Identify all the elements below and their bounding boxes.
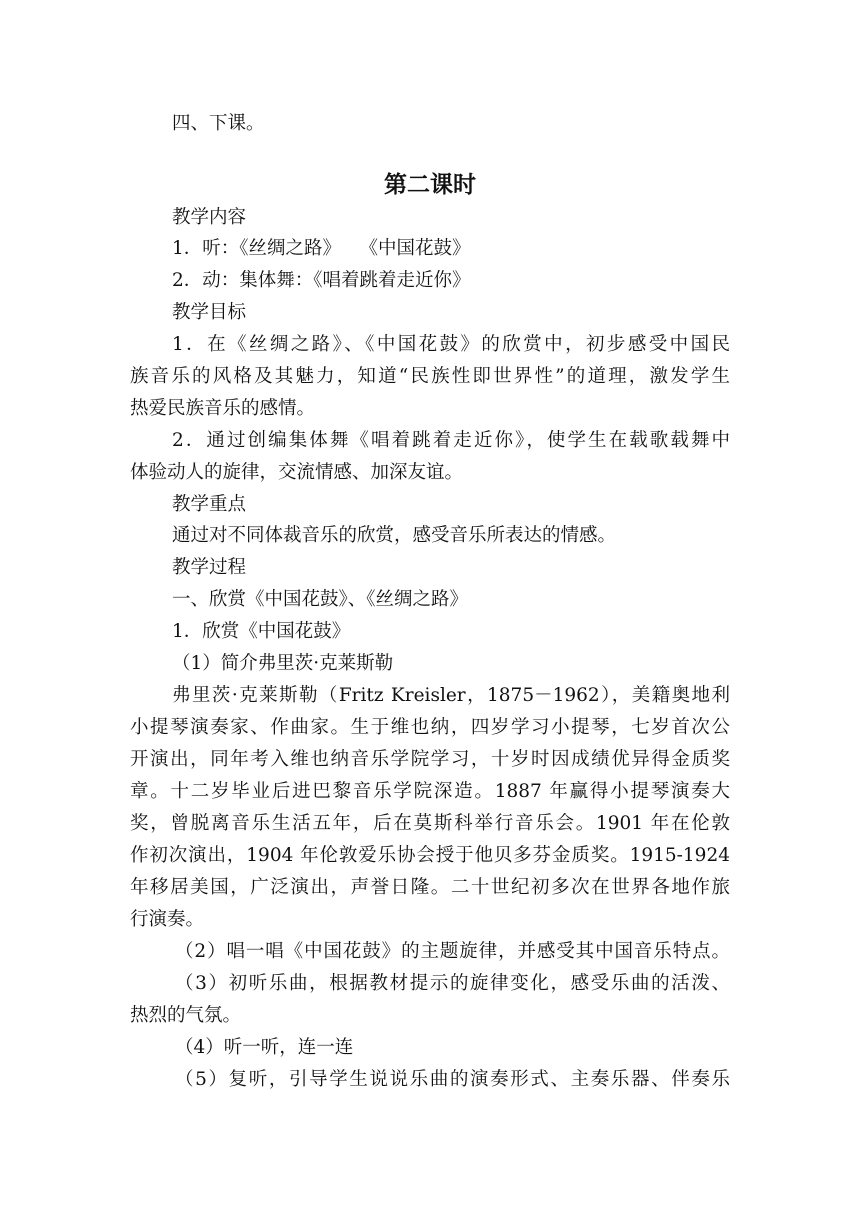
bio-line-2: 小提琴演奏家、作曲家。生于维也纳，四岁学习小提琴，七岁首次公 xyxy=(130,717,730,738)
content-item-1: 1．听：《丝绸之路》 《中国花鼓》 xyxy=(172,238,471,259)
process-step-1-1-c-line-1: （3）初听乐曲，根据教材提示的旋律变化，感受乐曲的活泼、 xyxy=(175,973,730,994)
section-heading: 第二课时 xyxy=(384,172,476,198)
process-step-1-1-d: （4）听一听，连一连 xyxy=(175,1037,354,1058)
bio-line-1: 弗里茨·克莱斯勒（Fritz Kreisler，1875－1962），美籍奥地利 xyxy=(172,685,730,706)
bio-line-7: 年移居美国，广泛演出，声誉日隆。二十世纪初多次在世界各地作旅 xyxy=(130,877,730,898)
process-step-1: 一、欣赏《中国花鼓》、《丝绸之路》 xyxy=(172,589,469,610)
goal-1-line-2: 族音乐的风格及其魅力，知道“民族性即世界性”的道理，激发学生 xyxy=(130,366,730,387)
goal-1-line-1: 1．在《丝绸之路》、《中国花鼓》的欣赏中，初步感受中国民 xyxy=(172,334,730,355)
bio-line-6: 作初次演出，1904 年伦敦爱乐协会授于他贝多芬金质奖。1915-1924 xyxy=(130,845,730,866)
focus-text: 通过对不同体裁音乐的欣赏，感受音乐所表达的情感。 xyxy=(172,525,617,546)
subheading-goals: 教学目标 xyxy=(172,302,247,323)
process-step-1-1-b: （2）唱一唱《中国花鼓》的主题旋律，并感受其中国音乐特点。 xyxy=(175,941,730,962)
bio-line-3: 开演出，同年考入维也纳音乐学院学习，十岁时因成绩优异得金质奖 xyxy=(130,749,730,770)
subheading-focus: 教学重点 xyxy=(172,494,247,515)
process-step-1-1: 1．欣赏《中国花鼓》 xyxy=(172,621,351,642)
goal-2-line-1: 2．通过创编集体舞《唱着跳着走近你》，使学生在载歌载舞中 xyxy=(172,430,730,451)
bio-line-4: 章。十二岁毕业后进巴黎音乐学院深造。1887 年赢得小提琴演奏大 xyxy=(130,781,730,802)
process-step-1-1-a: （1）简介弗里茨·克莱斯勒 xyxy=(172,653,394,674)
paragraph-class-end: 四、下课。 xyxy=(172,113,265,134)
content-item-2: 2．动：集体舞：《唱着跳着走近你》 xyxy=(172,270,471,291)
bio-line-8: 行演奏。 xyxy=(130,909,205,930)
subheading-content: 教学内容 xyxy=(172,207,247,228)
subheading-process: 教学过程 xyxy=(172,557,247,578)
process-step-1-1-c-line-2: 热烈的气氛。 xyxy=(130,1005,242,1026)
process-step-1-1-e: （5）复听，引导学生说说乐曲的演奏形式、主奏乐器、伴奏乐 xyxy=(175,1069,730,1090)
bio-line-5: 奖，曾脱离音乐生活五年，后在莫斯科举行音乐会。1901 年在伦敦 xyxy=(130,813,730,834)
goal-2-line-2: 体验动人的旋律，交流情感、加深友谊。 xyxy=(130,462,464,483)
goal-1-line-3: 热爱民族音乐的感情。 xyxy=(130,398,316,419)
